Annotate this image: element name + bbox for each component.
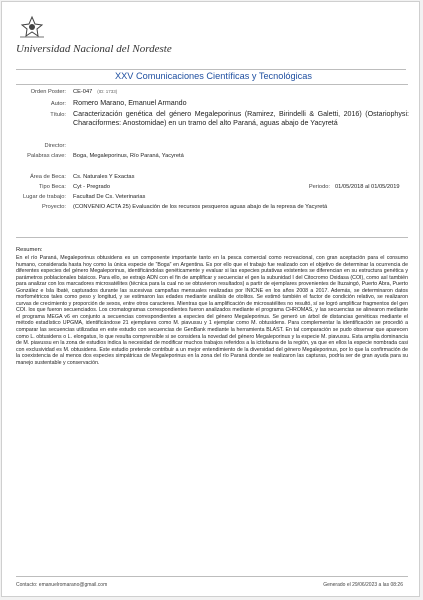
university-name: Universidad Nacional del Nordeste [16,43,172,55]
divider [16,84,408,85]
autor-label: Autor: [50,101,66,107]
resumen-label: Resumen: [16,247,43,253]
titulo-value: Caracterización genética del género Megaleporinus (Ramirez, Birindelli & Galetti, 2016) (Ostariophysi: Characiformes: Anostomidae) en un tramo del alto Paraná, aguas abajo de Yacyretá [73,110,409,128]
lugar-trabajo-label: Lugar de trabajo: [22,194,66,200]
poster-page [1,1,420,597]
lugar-trabajo-value: Facultad De Cs. Veterinarias [73,194,146,200]
palabras-clave-label: Palabras clave: [27,153,66,159]
tipo-beca-label: Tipo Beca: [39,184,66,190]
autor-value: Romero Marano, Emanuel Armando [73,99,187,107]
resumen-text: En el río Paraná, Megaleporinus obtusidens es un componente importante tanto en la pesca comercial como recreacional, con gran aceptación para el consumo humano, considerada hasta hoy como la única especie de “Boga” en Argentina. Es por ello que el trabajo fue realizado con el objetivo de determinar la ocurrencia de diferentes especies del género Megaleporinus, identificándolas genéticamente y evaluar si las especies putativas existentes se diferencian en su estructura genética y parámetros poblacionales básicos. Para ello, se extrajo ADN con el fin de amplificar y secuenciar el gen la subunidad I del Citocromo Oxidasa (COI), como así también para analizar con los marcadores microsatélites (técnica para la cual no se obtuvieron resultados) a partir de ejemplares provenientes de Ituzaingó, Puerto Abra, Puerto González e Isla Ibaté, capturados durante las sucesivas campañas mensuales realizadas por INICNE en los años 2008 a 2017. Además, se determinaron datos morfométricos tales como peso y longitud, y se estimaron las edades mediante análisis de otolitos. Se estimó también el factor de condición relativo, se realizaron curvas de crecimiento y proporción de sexos, entre otros caracteres. Mientras que la amplificación de microsatélites no resultó, sí se logró amplificar fragmentos del gen COI. los que fueron secuenciados. Los cromatogramas correspondientes fueron analizados mediante el programa CHROMAS, y las secuencias se alinearon mediante el programa MEGA v6 en conjunto a secuencias correspondientes a especies del género Megaleporinus. Se generó un árbol de distancias genéticas mediante el método estadístico UPGMA, identificándose 21 ejemplares como M. piavussu y 1 ejemplar como M. obtusidens. Para complementar la identificación se procedió a comparar las secuencias utilizadas en este estudio con secuencias de GenBank mediante la herramienta BLAST. En tal comparación se pudo observar que aparecen como L. obtusidens o L. elongatus, lo que resulta comprensible si se considera la novedad del género Megaleporinus y la especie M. piavussu. Esta amplia dominancia de M. piavussu en la zona de estudios indica la necesidad de modificar muchos trabajos referidos a la ictiofauna de la región, ya que en ellos la especie nombrada casi con exclusividad es M. obtusidens. Este estudio pretende contribuir a un mejor entendimiento de la diversidad del género Megaleporinus, por lo que la confirmación de la coexistencia de al menos dos especies simpátricas de Megaleporinus en la zona del río Paraná donde se realizaron las capturas, podría ser de gran ayuda para su manejo sustentable y conservación. [16,255,408,366]
director-label: Director: [44,143,66,149]
periodo-value: 01/05/2018 al 01/05/2019 [335,184,400,190]
orden-poster-value: CE-047 [73,89,93,95]
conference-title: XXV Comunicaciones Científicas y Tecnológicas [115,71,312,81]
proyecto-value: (CONVENIO ACTA 25) Evaluación de los recursos pesqueros aguas abajo de la represa de Yacyretá [73,204,328,210]
orden-poster-row [73,89,117,95]
area-beca-value: Cs. Naturales Y Exactas [73,174,135,180]
proyecto-label: Proyecto: [41,204,66,210]
orden-poster-label: Orden Poster: [30,89,66,95]
poster-id: (ID: 1733) [97,89,118,94]
divider [16,576,408,577]
generated-timestamp: Generado el 29/06/2023 a las 08:26 [323,582,403,588]
institution-header [16,11,406,70]
contact-text: Contacto: emanuelromarano@gmail.com [16,582,108,588]
tipo-beca-value: Cyt - Pregrado [73,184,110,190]
area-beca-label: Área de Beca: [29,174,66,180]
palabras-clave-value: Boga, Megaleporinus, Río Paraná, Yacyretá [73,153,184,159]
university-logo-icon [16,15,48,39]
periodo-label: Periodo: [308,184,330,190]
divider [16,237,408,238]
titulo-label: Título: [50,112,66,118]
